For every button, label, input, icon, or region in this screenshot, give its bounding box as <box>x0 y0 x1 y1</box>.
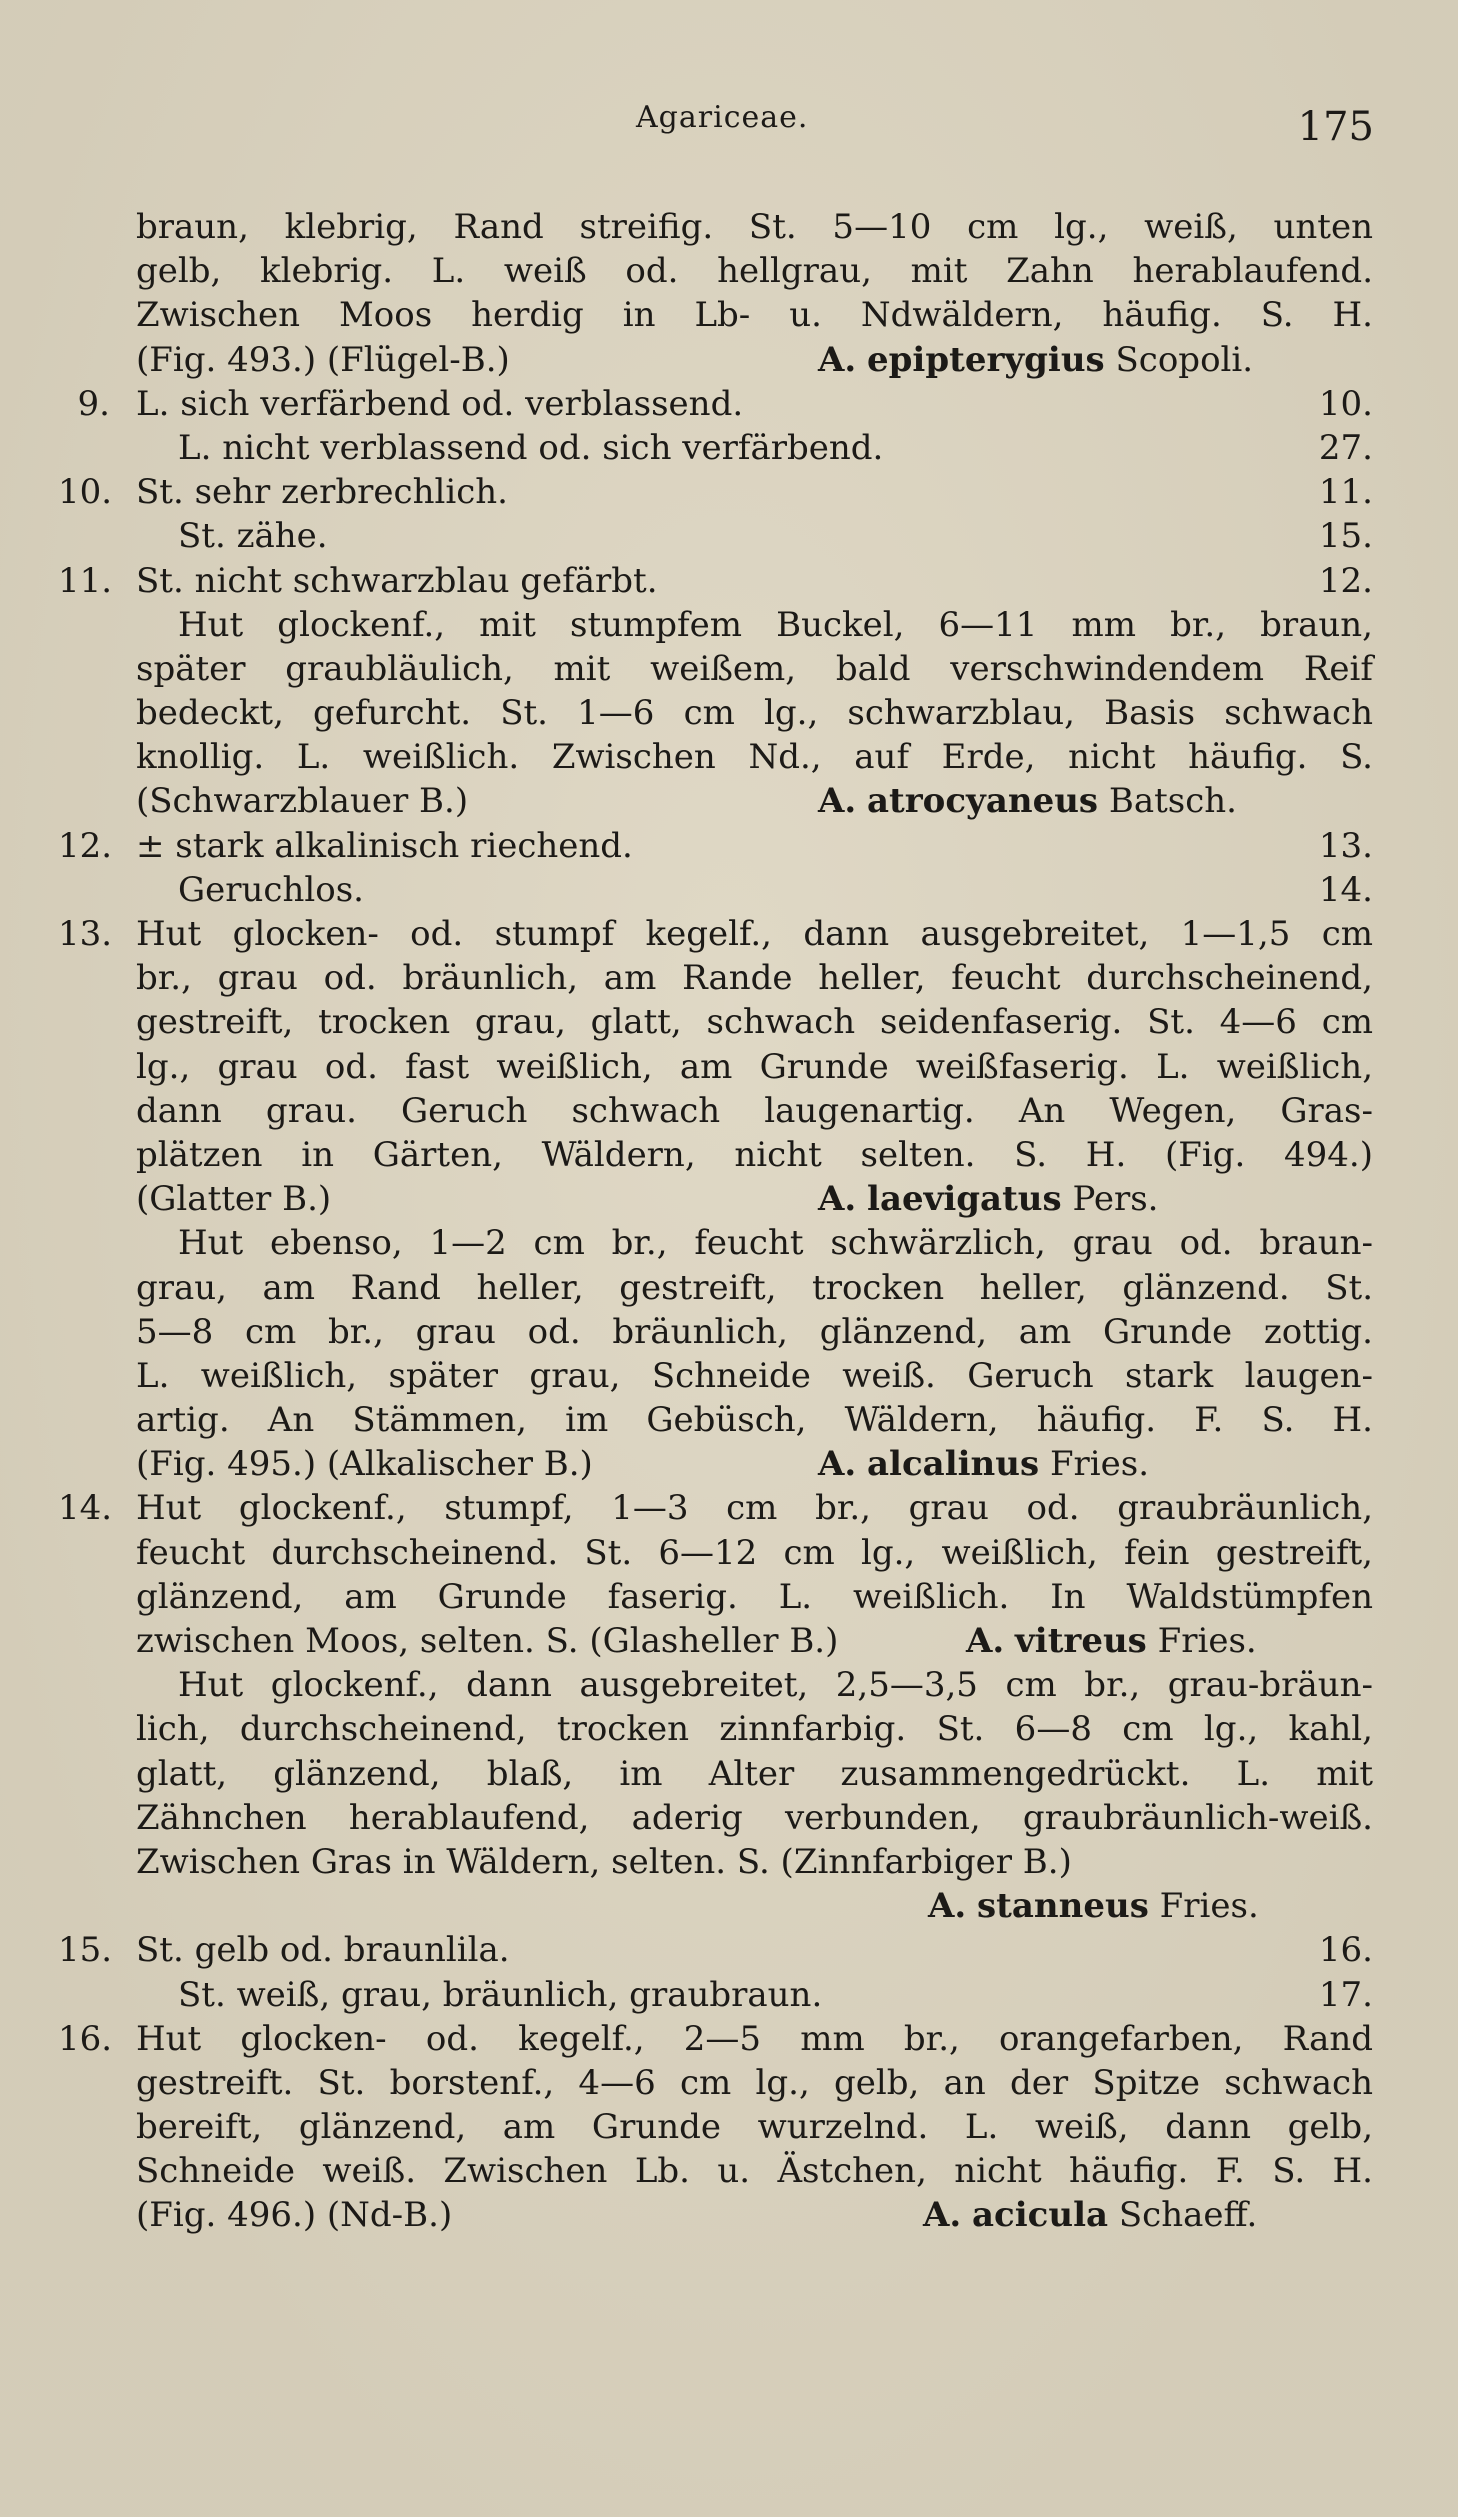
lead-destination: 16. <box>1318 1930 1373 1971</box>
couplet-number: 13. <box>58 914 113 954</box>
lead-destination: 17. <box>1318 1974 1373 2015</box>
species-name: A. laevigatus Pers. <box>818 1179 1159 1220</box>
text-line: glatt, glänzend, blaß, im Alter zusammengedrückt. L. mit <box>136 1753 1373 1794</box>
lead-destination: 27. <box>1318 427 1373 468</box>
text-line: knollig. L. weißlich. Zwischen Nd., auf Erde, nicht häufig. S. <box>136 737 1373 778</box>
species-line: (Glatter B.) A. laevigatus Pers. <box>58 1177 1373 1221</box>
couplet-number: 12. <box>58 825 113 866</box>
text-line: Schneide weiß. Zwischen Lb. u. Ästchen, nicht häufig. F. S. H. <box>136 2151 1373 2192</box>
text-line: 5—8 cm br., grau od. bräunlich, glänzend, am Grunde zottig. <box>136 1311 1373 1352</box>
species-line: (Fig. 493.) (Flügel-B.) A. epipterygius Scopoli. <box>58 338 1373 382</box>
key-text <box>58 205 1373 2238</box>
text-line: 13. Hut glocken- od. stumpf kegelf., dann ausgebreitet, 1—1,5 cm <box>58 912 1373 956</box>
text-line: lg., grau od. fast weißlich, am Grunde weißfaserig. L. weißlich, <box>136 1046 1373 1087</box>
key-couplet: 11. St. nicht schwarzblau gefärbt. 12. <box>58 559 1373 603</box>
species-name: A. atrocyaneus Batsch. <box>818 781 1237 822</box>
key-couplet: Geruchlos. 14. <box>58 868 1373 912</box>
couplet-number: 14. <box>58 1488 113 1529</box>
lead-destination: 15. <box>1318 516 1373 557</box>
page-number: 175 <box>1297 104 1374 150</box>
couplet-number: 9. <box>77 383 110 424</box>
species-line: zwischen Moos, selten. S. (Glasheller B.) A. vitreus Fries. <box>58 1619 1373 1663</box>
text-line: Zähnchen herablaufend, aderig verbunden, graubräunlich-weiß. <box>136 1797 1373 1838</box>
text-line: Zwischen Moos herdig in Lb- u. Ndwäldern, häufig. S. H. <box>136 295 1373 336</box>
species-name: A. stanneus Fries. <box>928 1886 1259 1927</box>
key-couplet: 9. L. sich verfärbend od. verblassend. 10. <box>58 382 1373 426</box>
species-line <box>58 1884 1373 1928</box>
running-head: Agariceae. <box>636 100 809 135</box>
species-name: A. acicula Schaeff. <box>923 2195 1258 2236</box>
species-name: A. vitreus Fries. <box>966 1621 1257 1661</box>
text-line: Hut ebenso, 1—2 cm br., feucht schwärzlich, grau od. braun- <box>178 1223 1373 1264</box>
couplet-number: 16. <box>58 2018 113 2059</box>
couplet-number: 11. <box>58 560 113 601</box>
text-line: braun, klebrig, Rand streifig. St. 5—10 cm lg., weiß, unten <box>136 207 1373 247</box>
text-line: bereift, glänzend, am Grunde wurzelnd. L. weiß, dann gelb, <box>136 2107 1373 2148</box>
couplet-number: 15. <box>58 1930 113 1971</box>
species-line: (Fig. 496.) (Nd-B.) A. acicula Schaeff. <box>58 2193 1373 2237</box>
text-line: Hut glockenf., mit stumpfem Buckel, 6—11 mm br., braun, <box>178 604 1373 645</box>
text-line: gestreift. St. borstenf., 4—6 cm lg., gelb, an der Spitze schwach <box>136 2062 1373 2103</box>
text-line: gestreift, trocken grau, glatt, schwach seidenfaserig. St. 4—6 cm <box>136 1002 1373 1043</box>
text-line: 14. Hut glockenf., stumpf, 1—3 cm br., grau od. graubräunlich, <box>58 1486 1373 1530</box>
key-couplet: 12. ± stark alkalinisch riechend. 13. <box>58 824 1373 868</box>
text-line: 16. Hut glocken- od. kegelf., 2—5 mm br., orangefarben, Rand <box>58 2017 1373 2061</box>
text-line: Hut glockenf., dann ausgebreitet, 2,5—3,5 cm br., grau-bräun- <box>178 1665 1373 1706</box>
text-line: plätzen in Gärten, Wäldern, nicht selten. S. H. (Fig. 494.) <box>136 1134 1373 1175</box>
lead-destination: 14. <box>1318 869 1373 910</box>
text-line: lich, durchscheinend, trocken zinnfarbig. St. 6—8 cm lg., kahl, <box>136 1709 1373 1750</box>
text-line: gelb, klebrig. L. weiß od. hellgrau, mit Zahn herablaufend. <box>136 251 1373 292</box>
text-line: feucht durchscheinend. St. 6—12 cm lg., weißlich, fein gestreift, <box>136 1532 1373 1573</box>
text-line: bedeckt, gefurcht. St. 1—6 cm lg., schwarzblau, Basis schwach <box>136 693 1373 734</box>
species-name: A. epipterygius Scopoli. <box>818 339 1254 380</box>
lead-destination: 12. <box>1318 560 1373 601</box>
text-line: Zwischen Gras in Wäldern, selten. S. (Zinnfarbiger B.) <box>136 1841 1072 1882</box>
lead-destination: 13. <box>1318 825 1373 866</box>
text-line: grau, am Rand heller, gestreift, trocken heller, glänzend. St. <box>136 1267 1373 1308</box>
key-couplet: 15. St. gelb od. braunlila. 16. <box>58 1928 1373 1972</box>
couplet-number: 10. <box>58 472 113 513</box>
key-couplet: 10. St. sehr zerbrechlich. 11. <box>58 470 1373 514</box>
text-line: glänzend, am Grunde faserig. L. weißlich. In Waldstümpfen <box>136 1576 1373 1617</box>
key-couplet: St. weiß, grau, bräunlich, graubraun. 17. <box>58 1973 1373 2017</box>
text-line: später graubläulich, mit weißem, bald verschwindendem Reif <box>136 648 1373 689</box>
lead-destination: 11. <box>1318 472 1373 513</box>
text-line: artig. An Stämmen, im Gebüsch, Wäldern, häufig. F. S. H. <box>136 1400 1373 1441</box>
text-line: br., grau od. bräunlich, am Rande heller, feucht durchscheinend, <box>136 958 1373 999</box>
text-line: L. weißlich, später grau, Schneide weiß. Geruch stark laugen- <box>136 1355 1373 1396</box>
key-couplet: L. nicht verblassend od. sich verfärbend. 27. <box>58 426 1373 470</box>
text-line: dann grau. Geruch schwach laugenartig. An Wegen, Gras- <box>136 1090 1373 1131</box>
species-line: (Schwarzblauer B.) A. atrocyaneus Batsch. <box>58 779 1373 823</box>
lead-destination: 10. <box>1318 383 1373 424</box>
key-couplet: St. zähe. 15. <box>58 514 1373 558</box>
species-line: (Fig. 495.) (Alkalischer B.) A. alcalinus Fries. <box>58 1442 1373 1486</box>
species-name: A. alcalinus Fries. <box>818 1444 1150 1485</box>
